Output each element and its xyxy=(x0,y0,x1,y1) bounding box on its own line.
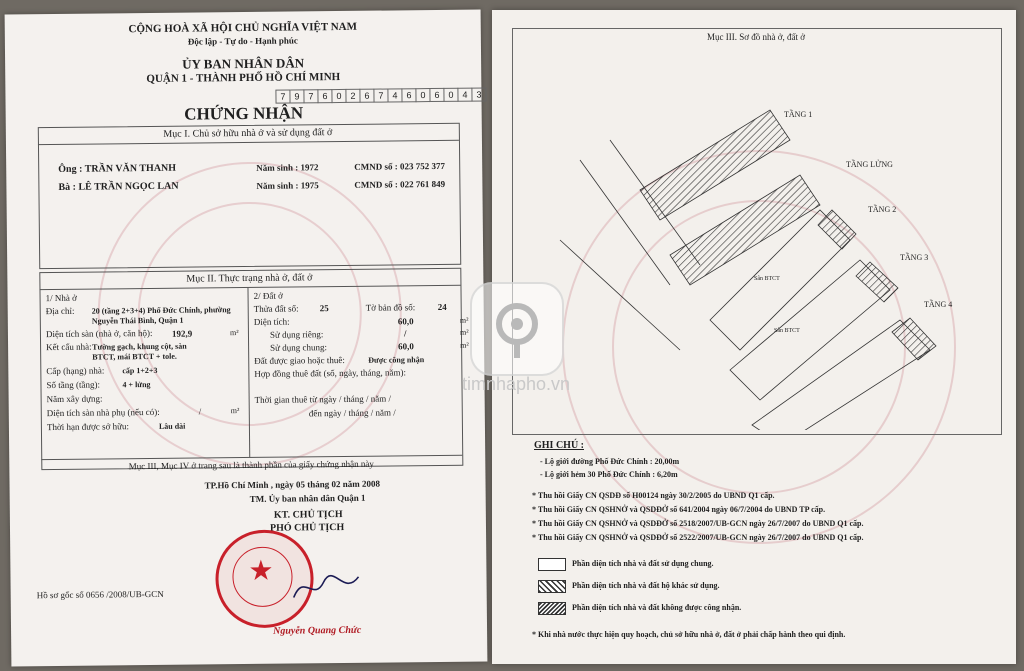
grade-value: cấp 1+2+3 xyxy=(122,365,158,376)
serial-digit: 0 xyxy=(332,89,346,103)
official-red-seal: ★ xyxy=(215,529,314,628)
legend-swatch-shared xyxy=(538,558,566,571)
grade-label: Cấp (hạng) nhà: xyxy=(46,365,105,377)
allocation-value: Được công nhận xyxy=(368,355,425,365)
final-note: * Khi nhà nước thực hiện quy hoạch, chủ sở hữu nhà ở, đất ở phải chấp hành theo qui định. xyxy=(532,630,846,639)
lease-from: Thời gian thuê từ ngày / tháng / năm / xyxy=(254,393,392,405)
place-date: TP.Hồ Chí Minh , ngày 05 tháng 02 năm 2008 xyxy=(204,478,381,491)
plot-value: 25 xyxy=(319,303,329,314)
certificate-front-page xyxy=(5,10,488,667)
map-sheet-label: Tờ bản đồ số: xyxy=(365,302,416,313)
serial-digit: 6 xyxy=(318,89,332,103)
certificate-title: CHỨNG NHẬN xyxy=(184,103,304,124)
floor-area-value: 192,9 xyxy=(171,328,193,339)
section2-heading: Mục II. Thực trạng nhà ở, đất ở xyxy=(186,272,313,285)
floor-area-label: Diện tích sàn (nhà ở, căn hộ): xyxy=(45,327,153,340)
serial-digit: 7 xyxy=(275,90,290,104)
private-use-unit: m² xyxy=(459,327,469,337)
note-2: - Lộ giới hẻm 30 Phố Đức Chính : 6,20m xyxy=(540,470,678,479)
shared-use-label: Sử dụng chung: xyxy=(270,342,328,353)
note-1: - Lộ giới đường Phố Đức Chính : 20,00m xyxy=(540,457,680,466)
motto: Độc lập - Tự do - Hạnh phúc xyxy=(187,35,298,47)
floors-label: Số tầng (tầng): xyxy=(46,379,101,391)
note-5: * Thu hồi Giấy CN QSHNỞ và QSDĐỞ số 2518/2007/UB-GCN ngày 26/7/2007 do UBND Q1 cấp. xyxy=(532,519,864,528)
note-3: * Thu hồi Giấy CN QSDĐ số H00124 ngày 30/2/2005 do UBND Q1 cấp. xyxy=(532,491,775,500)
address-label: Địa chỉ: xyxy=(45,305,75,317)
land-area-value: 60,0 xyxy=(397,316,414,327)
serial-digit: 2 xyxy=(346,89,360,103)
republic-heading: CỘNG HOÀ XÃ HỘI CHỦ NGHĨA VIỆT NAM xyxy=(128,20,358,36)
land-area-label: Diện tích: xyxy=(253,316,290,327)
house-title: 1/ Nhà ở xyxy=(45,292,77,304)
section1-heading: Mục I. Chủ sở hữu nhà ở và sử dụng đất ở xyxy=(163,127,333,140)
shared-use-unit: m² xyxy=(460,340,469,350)
owner-2-id: CMND số : 022 761 849 xyxy=(354,178,446,190)
kt-chairman: KT. CHỦ TỊCH xyxy=(273,508,343,521)
committee-heading: ỦY BAN NHÂN DÂN xyxy=(182,55,305,72)
owner-1-birth: Năm sinh : 1972 xyxy=(256,162,319,173)
note-4: * Thu hồi Giấy CN QSHNỞ và QSDĐỞ số 641/2004 ngày 06/7/2004 do UBND TP cấp. xyxy=(532,505,826,514)
structure-line-1: Tường gạch, khung cột, sàn xyxy=(92,341,187,352)
district-heading: QUẬN 1 - THÀNH PHỐ HỒ CHÍ MINH xyxy=(146,70,341,86)
build-year-label: Năm xây dựng: xyxy=(46,393,103,405)
note-6: * Thu hồi Giấy CN QSHNỞ và QSDĐỞ số 2522/2007/UB-GCN ngày 26/7/2007 do UBND Q1 cấp. xyxy=(532,533,864,542)
signer-name: Nguyễn Quang Chức xyxy=(273,624,362,637)
legend-swatch-unrecognized xyxy=(538,602,566,615)
map-sheet-value: 24 xyxy=(437,301,447,312)
owner-1-name: Ông : TRẦN VĂN THANH xyxy=(58,162,177,175)
legend-unrecognized: Phần diện tích nhà và đất không được công nhận. xyxy=(572,603,742,612)
notes-heading: GHI CHÚ : xyxy=(534,440,584,451)
on-behalf-of: TM. Ủy ban nhân dân Quận 1 xyxy=(249,492,366,504)
structure-line-2: BTCT, mái BTCT + tole. xyxy=(92,351,177,362)
section-owner-box xyxy=(38,123,461,269)
lease-contract-label: Hợp đồng thuê đất (số, ngày, tháng, năm): xyxy=(254,367,407,379)
owner-1-id: CMND số : 023 752 377 xyxy=(354,160,446,172)
floor-1-label: TẦNG 1 xyxy=(784,110,813,119)
floor-plans-diagram xyxy=(520,50,1000,430)
private-use-value: / xyxy=(403,328,407,339)
vice-chairman: PHÓ CHỦ TỊCH xyxy=(269,521,345,534)
serial-digit: 6 xyxy=(360,89,374,103)
timnhapho-logo xyxy=(470,282,564,376)
floors-value: 4 + lửng xyxy=(122,380,151,390)
handwritten-signature xyxy=(288,567,368,608)
plot-label: Thửa đất số: xyxy=(253,303,299,314)
room-label-floor-4: Sân BTCT xyxy=(774,328,800,334)
owner-2-name: Bà : LÊ TRẦN NGỌC LAN xyxy=(58,180,179,193)
floor-4-label: TẦNG 4 xyxy=(924,300,953,309)
serial-digit: 0 xyxy=(416,88,430,102)
room-label-floor-3: Sân BTCT xyxy=(754,276,780,282)
ownership-term-value: Lâu dài xyxy=(158,421,186,431)
structure-label: Kết cấu nhà: xyxy=(46,341,92,353)
aux-area-label: Diện tích sàn nhà phụ (nếu có): xyxy=(46,406,160,419)
lease-to: đến ngày / tháng / năm / xyxy=(308,407,396,419)
serial-digit: 4 xyxy=(388,88,402,102)
address-line-1: 20 (tầng 2+3+4) Phố Đức Chính, phường xyxy=(91,305,231,316)
serial-digit: 6 xyxy=(430,88,444,102)
section3-heading: Mục III. Sơ đồ nhà ở, đất ở xyxy=(706,32,805,42)
serial-digit: 9 xyxy=(290,89,304,103)
floor-2-label: TẦNG 2 xyxy=(868,205,897,214)
watermark-text: timnhapho.vn xyxy=(462,374,571,394)
aux-area-value: / xyxy=(198,406,202,417)
legend-swatch-other xyxy=(538,580,566,593)
allocation-label: Đất được giao hoặc thuê: xyxy=(254,354,345,366)
serial-digit: 0 xyxy=(444,88,458,102)
floor-3-label: TẦNG 3 xyxy=(900,253,929,262)
aux-area-unit: m² xyxy=(230,406,240,416)
land-area-unit: m² xyxy=(459,315,469,325)
serial-digit: 6 xyxy=(402,88,416,102)
floor-area-unit: m² xyxy=(229,328,239,338)
legend-other: Phần diện tích nhà và đất hộ khác sử dụng. xyxy=(572,581,720,590)
mezzanine-label: TẦNG LỬNG xyxy=(846,160,893,169)
serial-digit: 7 xyxy=(304,89,318,103)
serial-digit: 3 xyxy=(472,87,486,101)
serial-digit: 4 xyxy=(458,88,472,102)
serial-digit: 7 xyxy=(374,88,388,102)
legend-shared: Phần diện tích nhà và đất sử dụng chung. xyxy=(572,559,714,568)
shared-use-value: 60,0 xyxy=(398,341,414,352)
address-line-2: Nguyễn Thái Bình, Quận 1 xyxy=(91,315,184,326)
ownership-term-label: Thời hạn được sở hữu: xyxy=(46,421,130,433)
section2-footer-note: Mục III, Mục IV ở trang sau là thành phần của giấy chứng nhận này xyxy=(128,458,374,472)
land-title: 2/ Đất ở xyxy=(253,290,283,301)
original-file-number: Hồ sơ gốc số 0656 /2008/UB-GCN xyxy=(36,588,164,601)
private-use-label: Sử dụng riêng: xyxy=(269,329,324,340)
owner-2-birth: Năm sinh : 1975 xyxy=(256,180,319,191)
